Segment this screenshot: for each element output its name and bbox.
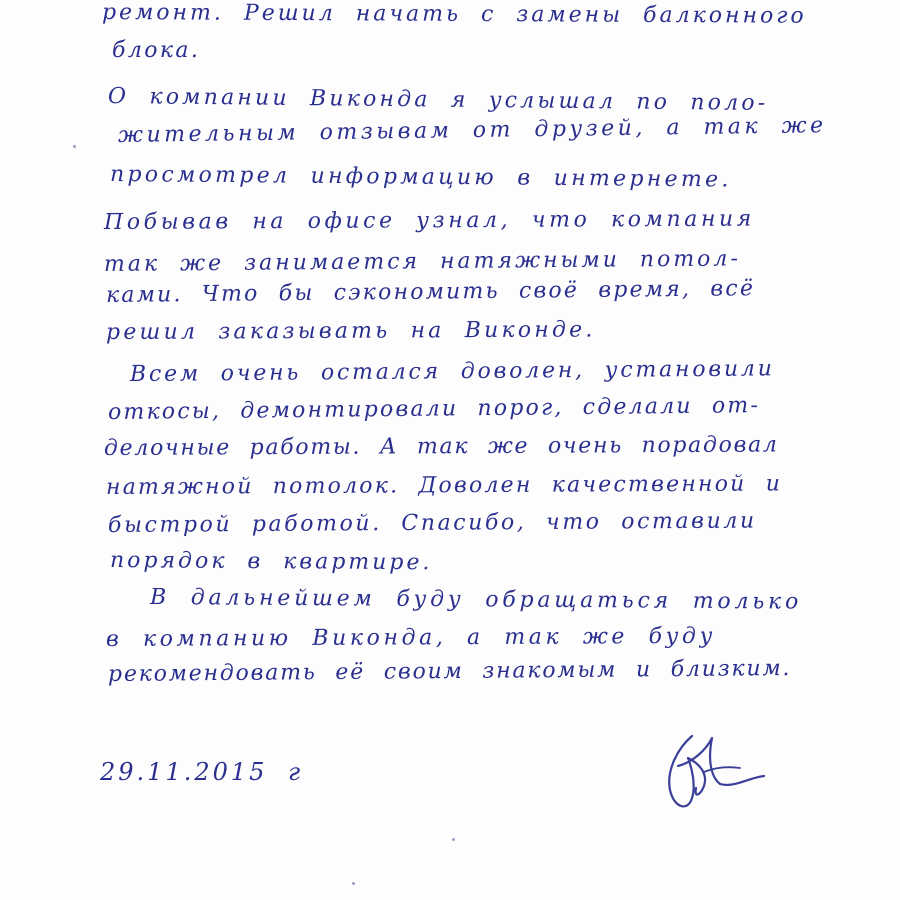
letter-date: 29.11.2015 г <box>100 758 304 786</box>
letter-line: Побывав на офисе узнал, что компания <box>103 206 756 235</box>
letter-line: рекомендовать её своим знакомым и близким. <box>107 656 792 687</box>
letter-line: просмотрел информацию в интернете. <box>109 162 732 193</box>
ink-speck <box>352 882 355 885</box>
letter-line: так же занимается натяжными потол- <box>103 246 741 277</box>
letter-line: жительным отзывам от друзей, а так же <box>117 113 827 148</box>
letter-line: в компанию Виконда, а так же буду <box>105 623 716 652</box>
letter-line: порядок в квартире. <box>109 548 433 576</box>
letter-line: ремонт. Решил начать с замены балконного <box>101 0 807 29</box>
letter-line: О компании Виконда я услышал по поло- <box>107 84 769 116</box>
letter-line: ками. Что бы сэкономить своё время, всё <box>105 276 756 308</box>
signature <box>648 728 778 818</box>
ink-speck <box>452 838 455 841</box>
letter-line: быстрой работой. Спасибо, что оставили <box>107 508 757 538</box>
letter-line: откосы, демонтировали порог, сделали от- <box>107 393 761 425</box>
letter-line: В дальнейшем буду обращаться только <box>149 585 803 615</box>
letter-line: решил заказывать на Виконде. <box>105 317 596 345</box>
letter-line: Всем очень остался доволен, установили <box>129 356 775 387</box>
letter-line: блока. <box>112 38 201 63</box>
letter-line: натяжной потолок. Доволен качественной и <box>105 471 783 500</box>
letter-line: делочные работы. А так же очень порадовал <box>103 432 779 461</box>
ink-speck <box>73 145 76 148</box>
